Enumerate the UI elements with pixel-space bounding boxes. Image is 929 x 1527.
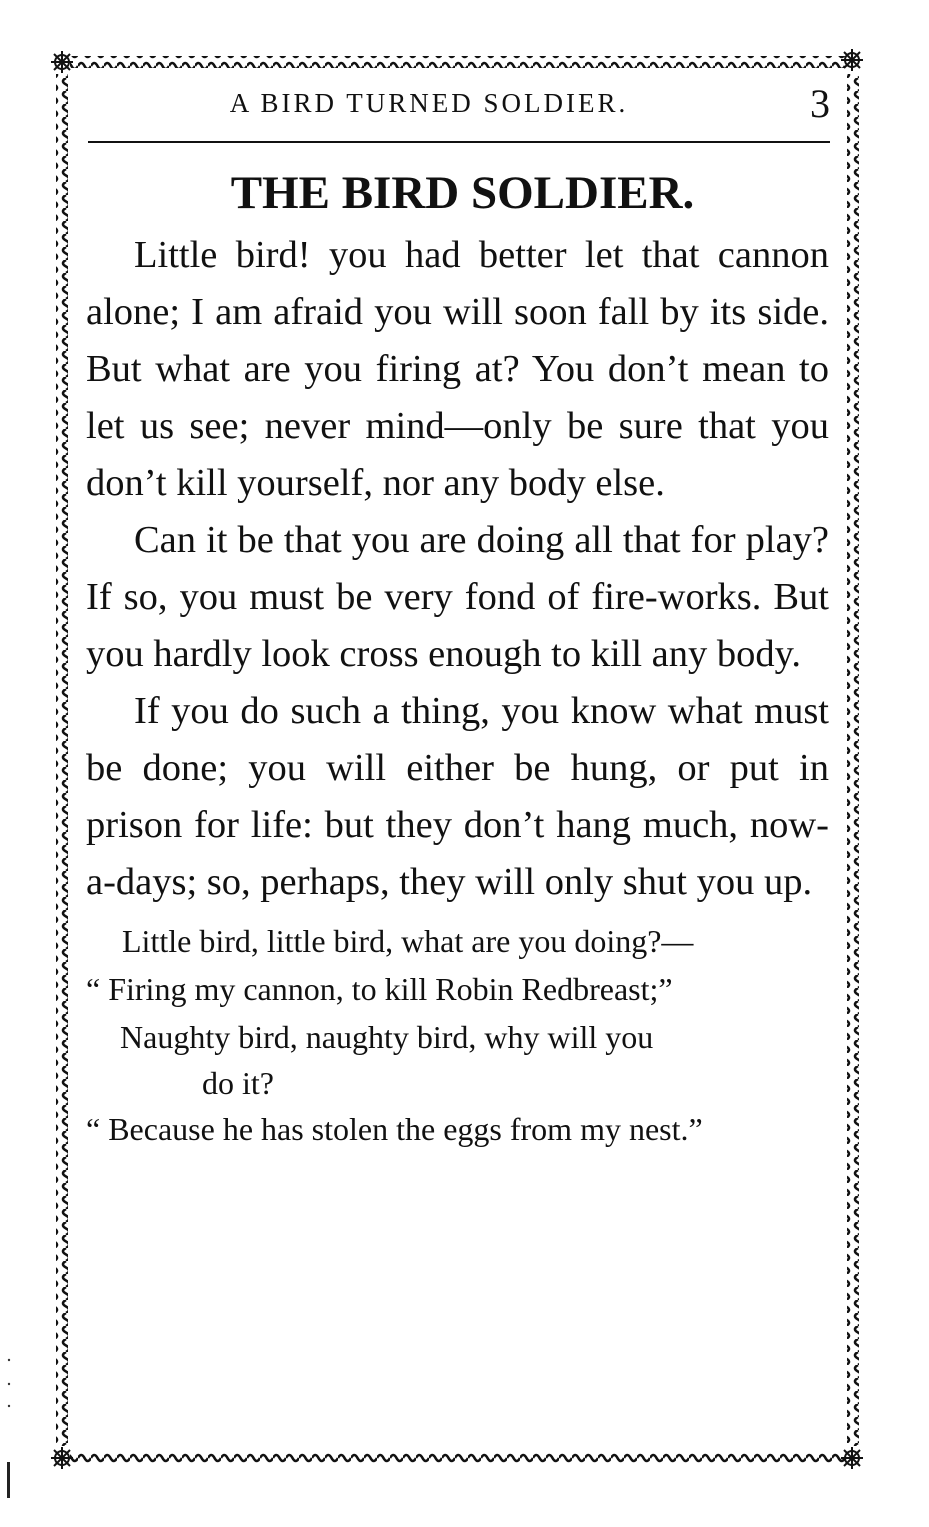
paragraph-1: Little bird! you had better let that cannon alone; I am afraid you will soon fall by its side. But what are you firing at? You don’t mean to let us see; never mind—only be sure that you don’t kill yourself, nor any body else. (86, 234, 829, 504)
corner-rosette-top-right (841, 49, 863, 71)
paragraph-3: If you do such a thing, you know what must be done; you will either be hung, or put in prison for life: but they don’t hang much, now-a-days; so, perhaps, they will only shut you up. (86, 690, 829, 903)
paragraph-2: Can it be that you are doing all that for play? If so, you must be very fond of fire-works. But you hardly look cross enough to kill any body. (86, 519, 829, 675)
margin-specks (0, 1300, 20, 1520)
poem-line-2: “ Firing my cannon, to kill Robin Redbreast;” (86, 971, 673, 1007)
page-number: 3 (810, 81, 830, 126)
corner-rosette-bottom-right (841, 1447, 863, 1469)
poem (86, 917, 829, 1153)
running-head-title: A BIRD TURNED SOLDIER. (229, 88, 629, 118)
running-head (88, 80, 830, 128)
page-body (86, 165, 829, 1153)
poem-line-1: Little bird, little bird, what are you doing?— (122, 923, 694, 959)
chapter-title: THE BIRD SOLDIER. (230, 167, 695, 219)
poem-line-3: Naughty bird, naughty bird, why will you (120, 1019, 654, 1055)
corner-rosette-top-left (51, 51, 73, 73)
poem-line-4: do it? (202, 1065, 274, 1101)
corner-rosette-bottom-left (51, 1447, 73, 1469)
header-rule (88, 141, 830, 143)
poem-line-5: “ Because he has stolen the eggs from my nest.” (86, 1111, 703, 1147)
